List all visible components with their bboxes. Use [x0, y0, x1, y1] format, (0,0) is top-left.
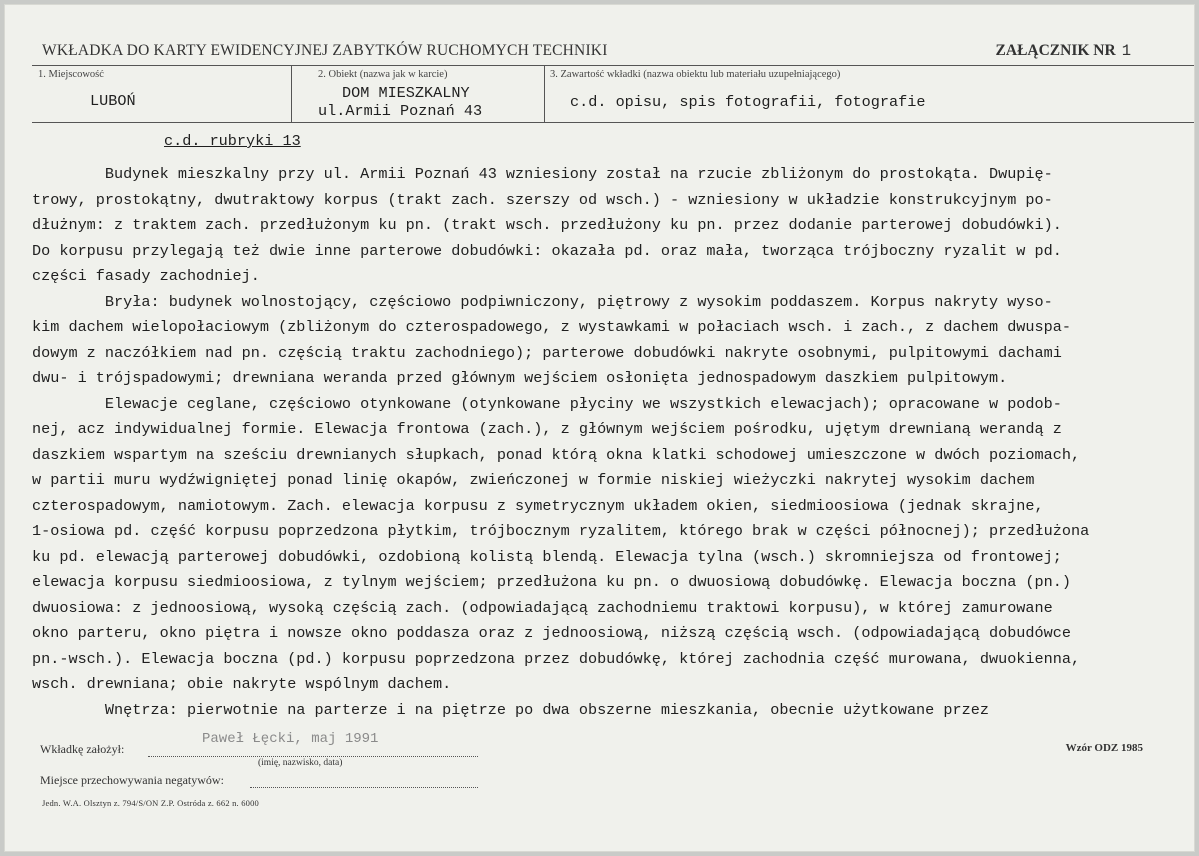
text-line: dwu- i trójspadowymi; drewniana weranda przed głównym wejściem osłonięta jednospadowym daszkiem pulpitowym.: [32, 369, 1008, 387]
contents-label: 3. Zawartość wkładki (nazwa obiektu lub materiału uzupełniającego): [550, 69, 841, 80]
text-line: czterospadowym, namiotowym. Zach. elewacja korpusu z symetrycznym układem okien, siedmioosiowa (jednak skrajne,: [32, 496, 1044, 515]
text-line: 1-osiowa pd. część korpusu poprzedzona płytkim, trójbocznym ryzalitem, którego brak w części północnej); przedłużona: [32, 522, 1090, 540]
author-sublabel: (imię, nazwisko, data): [258, 758, 343, 768]
text-line: dwuosiowa: z jednoosiową, wysoką częścią zach. (odpowiadającą zachodniemu traktowi korpusu), w której zamurowane: [32, 598, 1053, 617]
contents-value: c.d. opisu, spis fotografii, fotografie: [570, 93, 926, 111]
object-label: 2. Obiekt (nazwa jak w karcie): [318, 69, 448, 80]
text-line: daszkiem wspartym na sześciu drewnianych słupkach, ponad którą okna klatki schodowej umieszczone w dwóch poziomach,: [32, 445, 1081, 464]
text-line: okno parteru, okno piętra i nowsze okno poddasza oraz z jednoosiową, niższą częścią wsch. (odpowiadającą dobudówce: [32, 624, 1071, 642]
text-line: pn.-wsch.). Elewacja boczna (pd.) korpusu poprzedzona przez dobudówkę, której zachodnia część murowana, dwuokienna,: [32, 649, 1081, 668]
text-line: dłużnym: z traktem zach. przedłużonym ku pn. (trakt wsch. przedłużony ku pn. przez dodanie parterowej dobudówki).: [32, 216, 1062, 234]
object-value-line2: ul.Armii Poznań 43: [318, 102, 483, 120]
negatives-label: Miejsce przechowywania negatywów:: [40, 773, 224, 787]
text-line: Do korpusu przylegają też dwie inne parterowe dobudówki: okazała pd. oraz mała, tworząca trójboczny ryzalit w pd.: [32, 241, 1062, 260]
object-value-line1: DOM MIESZKALNY: [342, 84, 470, 102]
text-line: Bryła: budynek wolnostojący, częściowo podpiwniczony, piętrowy z wysokim poddaszem. Korpus nakryty wyso-: [32, 292, 1053, 311]
inventory-card: [4, 4, 1195, 852]
author-value: Paweł Łęcki, maj 1991: [202, 731, 379, 747]
text-line: ku pd. elewacją parterowej dobudówki, ozdobioną kolistą blendą. Elewacja tylna (wsch.) skromniejsza od frontowej;: [32, 547, 1062, 566]
text-line: Wnętrza: pierwotnie na parterze i na piętrze po dwa obszerne mieszkania, obecnie użytkowane przez: [32, 700, 989, 719]
text-line: kim dachem wielopołaciowym (zbliżonym do czterospadowego, z wystawkami w połaciach wsch. i zach., z dachem dwuspa-: [32, 318, 1071, 336]
attachment-label: [996, 42, 1131, 60]
text-line: trowy, prostokątny, dwutraktowy korpus (trakt zach. szerszy od wsch.) - wzniesiony w układzie konstrukcyjnym po-: [32, 190, 1053, 209]
text-line: w partii muru wydźwigniętej ponad linię okapów, zwieńczonej w formie niskiej wieżyczki nakrytej wysokim dachem: [32, 471, 1035, 489]
header-rule: [32, 65, 1194, 66]
locality-label: 1. Miejscowość: [38, 69, 104, 80]
attachment-number: 1: [1121, 42, 1131, 60]
form-model: Wzór ODZ 1985: [1065, 742, 1143, 754]
text-line: wsch. drewniana; obie nakryte wspólnym dachem.: [32, 675, 452, 693]
text-line: części fasady zachodniej.: [32, 267, 260, 285]
author-dotted-line: [148, 756, 478, 757]
negatives-dotted-line: [250, 787, 478, 788]
text-line: elewacja korpusu siedmioosiowa, z tylnym wejściem; przedłużona ku pn. o dwuosiową dobudówkę. Elewacja boczna (pn.): [32, 573, 1071, 591]
printer-imprint: Jedn. W.A. Olsztyn z. 794/S/ON Z.P. Ostróda z. 662 n. 6000: [42, 798, 260, 808]
section-heading: c.d. rubryki 13: [164, 132, 301, 150]
fields-rule: [32, 122, 1194, 123]
description-text: [32, 162, 1194, 723]
text-line: Elewacje ceglane, częściowo otynkowane (otynkowane płyciny we wszystkich elewacjach); opracowane w podob-: [32, 394, 1062, 413]
field-divider-2: [544, 65, 545, 122]
locality-value: LUBOŃ: [90, 92, 136, 110]
text-line: nej, acz indywidualnej formie. Elewacja frontowa (zach.), z głównym wejściem pośrodku, ujętym drewnianą werandą z: [32, 420, 1062, 438]
author-label: Wkładkę założył:: [40, 742, 125, 756]
card-title: WKŁADKA DO KARTY EWIDENCYJNEJ ZABYTKÓW RUCHOMYCH TECHNIKI: [42, 42, 608, 59]
field-divider-1: [291, 65, 292, 122]
attachment-label-text: ZAŁĄCZNIK NR: [995, 42, 1116, 59]
text-line: dowym z naczółkiem nad pn. częścią traktu zachodniego); parterowe dobudówki nakryte osobnymi, pulpitowymi dachami: [32, 343, 1062, 362]
text-line: Budynek mieszkalny przy ul. Armii Poznań 43 wzniesiony został na rzucie zbliżonym do prostokąta. Dwupię-: [32, 165, 1053, 183]
